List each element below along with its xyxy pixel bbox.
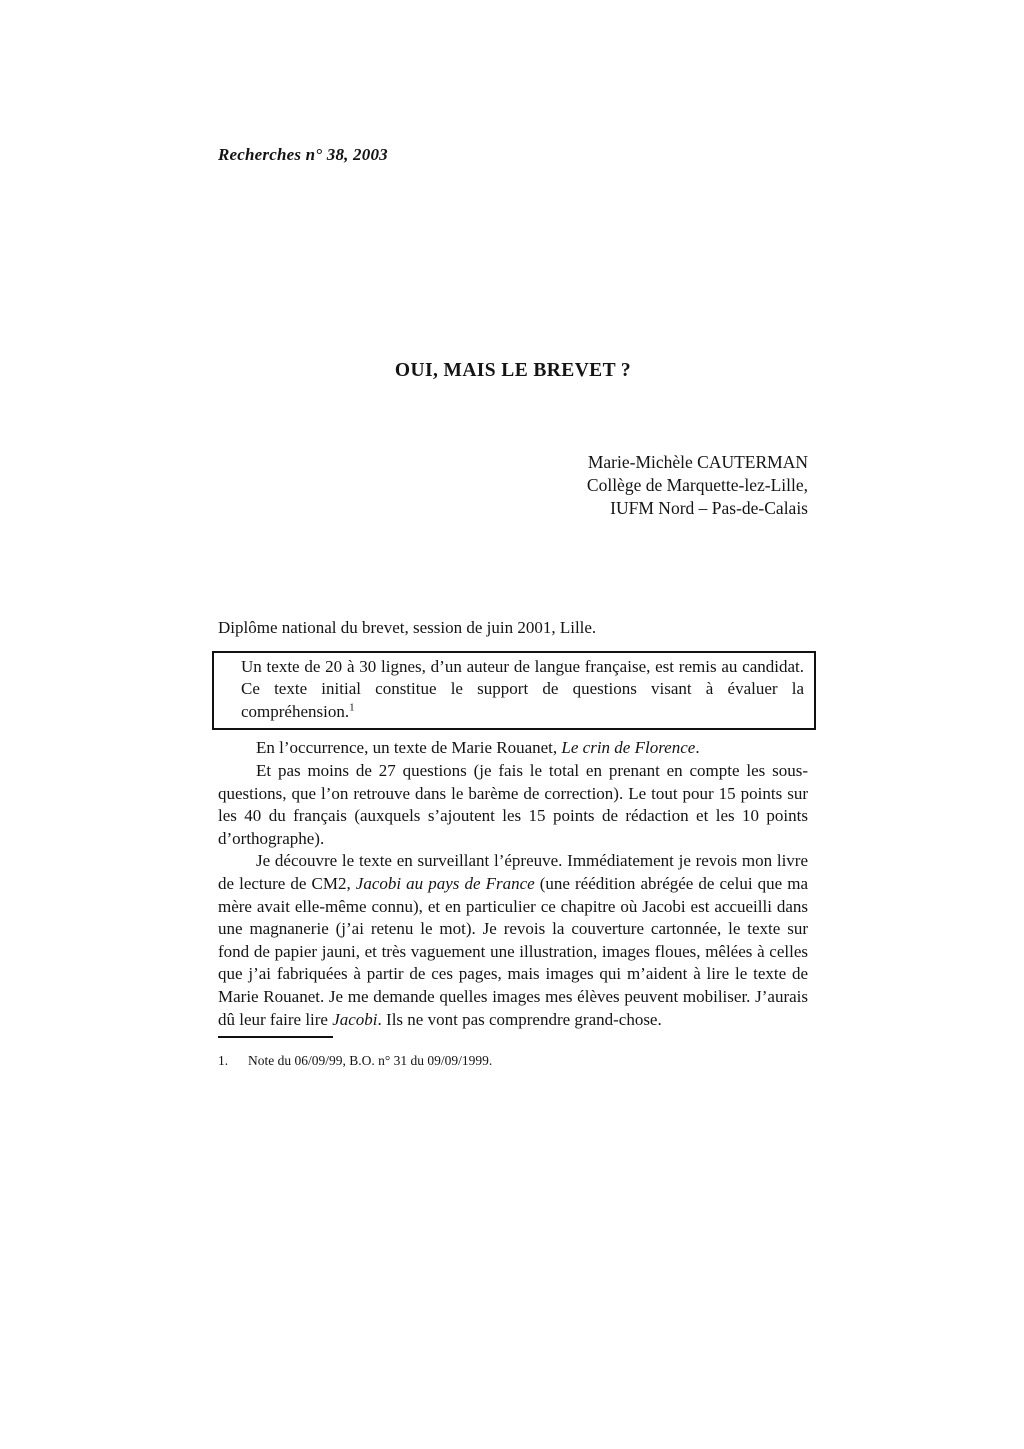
- paragraph-1: En l’occurrence, un texte de Marie Rouanet, Le crin de Florence.: [256, 738, 700, 758]
- footnote-rule: [218, 1036, 333, 1038]
- journal-header: Recherches n° 38, 2003: [218, 145, 388, 164]
- paragraph-3: Je découvre le texte en surveillant l’épreuve. Immédiatement je revois mon livre de lecture de CM2, Jacobi au pays de France (une réédition abrégée de celui que ma mère avait elle-même connu), et en particulier ce chapitre où Jacobi est accueilli dans une magnanerie (j’ai retenu le mot). Je revois la couverture cartonnée, le texte sur fond de papier jauni, et très vaguement une illustration, images floues, mêlées à celles que j’ai fabriquées à partir de ces pages, mais images qui m’aident à lire le texte de Marie Rouanet. Je me demande quelles images mes élèves peuvent mobiliser. J’aurais dû leur faire lire Jacobi. Ils ne vont pas comprendre grand-chose.: [218, 851, 808, 1029]
- intro-line: Diplôme national du brevet, session de juin 2001, Lille.: [218, 618, 597, 637]
- author-name: Marie-Michèle CAUTERMAN: [587, 452, 808, 472]
- footnote-area: [218, 1036, 808, 1069]
- quote-box: [212, 651, 816, 731]
- author-affiliation-college: Collège de Marquette-lez-Lille,: [586, 475, 808, 495]
- footnote-number: 1.: [218, 1053, 229, 1068]
- author-block: [218, 451, 808, 520]
- author-affiliation-iufm: IUFM Nord – Pas-de-Calais: [610, 498, 808, 518]
- article-body: [218, 617, 808, 1031]
- footnote-text: Note du 06/09/99, B.O. n° 31 du 09/09/1999.: [248, 1053, 493, 1068]
- quote-text: Un texte de 20 à 30 lignes, d’un auteur de langue française, est remis au candidat. Ce texte initial constitue le support de questions visant à évaluer la compréhension.$^1$: [241, 656, 804, 721]
- paragraph-2: Et pas moins de 27 questions (je fais le total en prenant en compte les sous-questions, que l’on retrouve dans le barème de correction). Le tout pour 15 points sur les 40 du français (auxquels s’ajoutent les 15 points de rédaction et les 10 points d’orthographe).: [218, 760, 808, 848]
- footnote-1: [218, 1052, 808, 1069]
- article-title: OUI, MAIS LE BREVET ?: [394, 360, 632, 381]
